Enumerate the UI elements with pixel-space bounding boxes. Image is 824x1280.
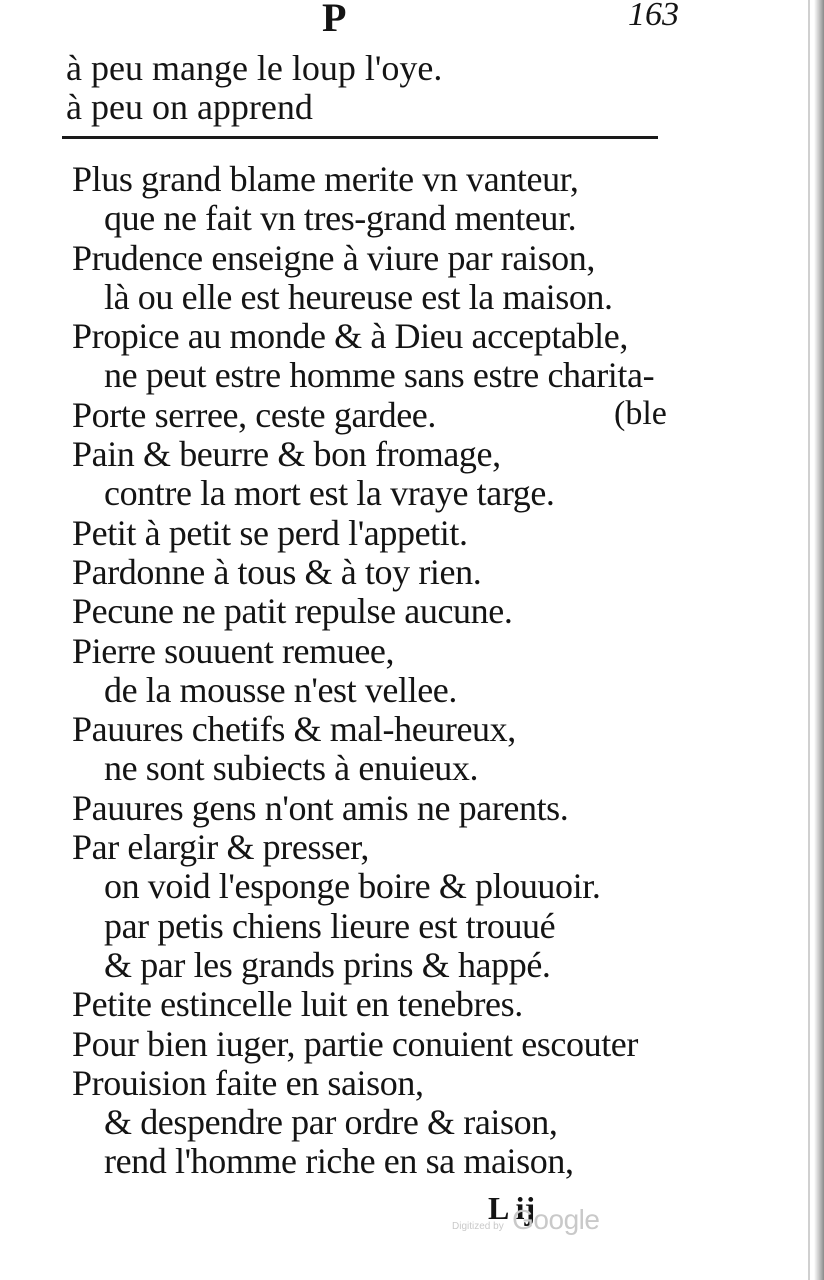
- proverb-line: Pierre souuent remuee,: [72, 630, 395, 671]
- signature-mark: L ij: [488, 1190, 536, 1226]
- proverb-line: Pour bien iuger, partie conuient escouter: [72, 1023, 638, 1064]
- proverb-line: de la mousse n'est vellee.: [104, 669, 457, 710]
- top-line-1: à peu mange le loup l'oye.: [66, 48, 443, 88]
- line-overflow-fragment: (ble: [614, 395, 667, 432]
- proverb-line: on void l'esponge boire & plouuoir.: [104, 866, 601, 907]
- proverb-line: Pecune ne patit repulse aucune.: [72, 591, 513, 632]
- proverb-line: Propice au monde & à Dieu acceptable,: [72, 316, 628, 357]
- scan-edge-line: [808, 0, 810, 1280]
- page-number: 163: [628, 0, 679, 33]
- watermark-prefix: Digitized by: [452, 1221, 504, 1232]
- proverb-line: que ne fait vn tres-grand menteur.: [104, 198, 577, 239]
- proverb-line: par petis chiens lieure est trouué: [104, 905, 556, 946]
- watermark-brand: Google: [512, 1204, 600, 1235]
- proverb-line: Par elargir & presser,: [72, 827, 369, 868]
- proverb-line: Pardonne à tous & à toy rien.: [72, 551, 482, 592]
- proverb-line: Prudence enseigne à viure par raison,: [72, 237, 595, 278]
- proverb-line: rend l'homme riche en sa maison,: [104, 1141, 574, 1182]
- top-line-2: à peu on apprend: [66, 87, 313, 127]
- proverb-line: Prouision faite en saison,: [72, 1062, 424, 1103]
- proverb-line: contre la mort est la vraye targe.: [104, 473, 555, 514]
- proverb-line: ne peut estre homme sans estre charita-: [104, 355, 655, 396]
- digitized-watermark: [452, 1204, 599, 1236]
- proverb-line: Petite estincelle luit en tenebres.: [72, 984, 523, 1025]
- proverb-line: Porte serree, ceste gardee.: [72, 394, 436, 435]
- proverb-line: Petit à petit se perd l'appetit.: [72, 512, 468, 553]
- proverb-line: Pain & beurre & bon fromage,: [72, 434, 501, 475]
- proverb-line: Pauures gens n'ont amis ne parents.: [72, 787, 569, 828]
- page-edge-shadow: [814, 0, 824, 1280]
- proverb-line: ne sont subiects à enuieux.: [104, 748, 479, 789]
- proverb-line: & despendre par ordre & raison,: [104, 1102, 558, 1143]
- proverb-line: là ou elle est heureuse est la maison.: [104, 276, 613, 317]
- proverb-line: Pauures chetifs & mal-heureux,: [72, 709, 516, 750]
- proverb-line: Plus grand blame merite vn vanteur,: [72, 159, 579, 199]
- section-rule: [62, 136, 658, 139]
- proverb-line: & par les grands prins & happé.: [104, 944, 551, 985]
- running-head-letter: P: [322, 0, 348, 40]
- proverb-list: [72, 160, 772, 1182]
